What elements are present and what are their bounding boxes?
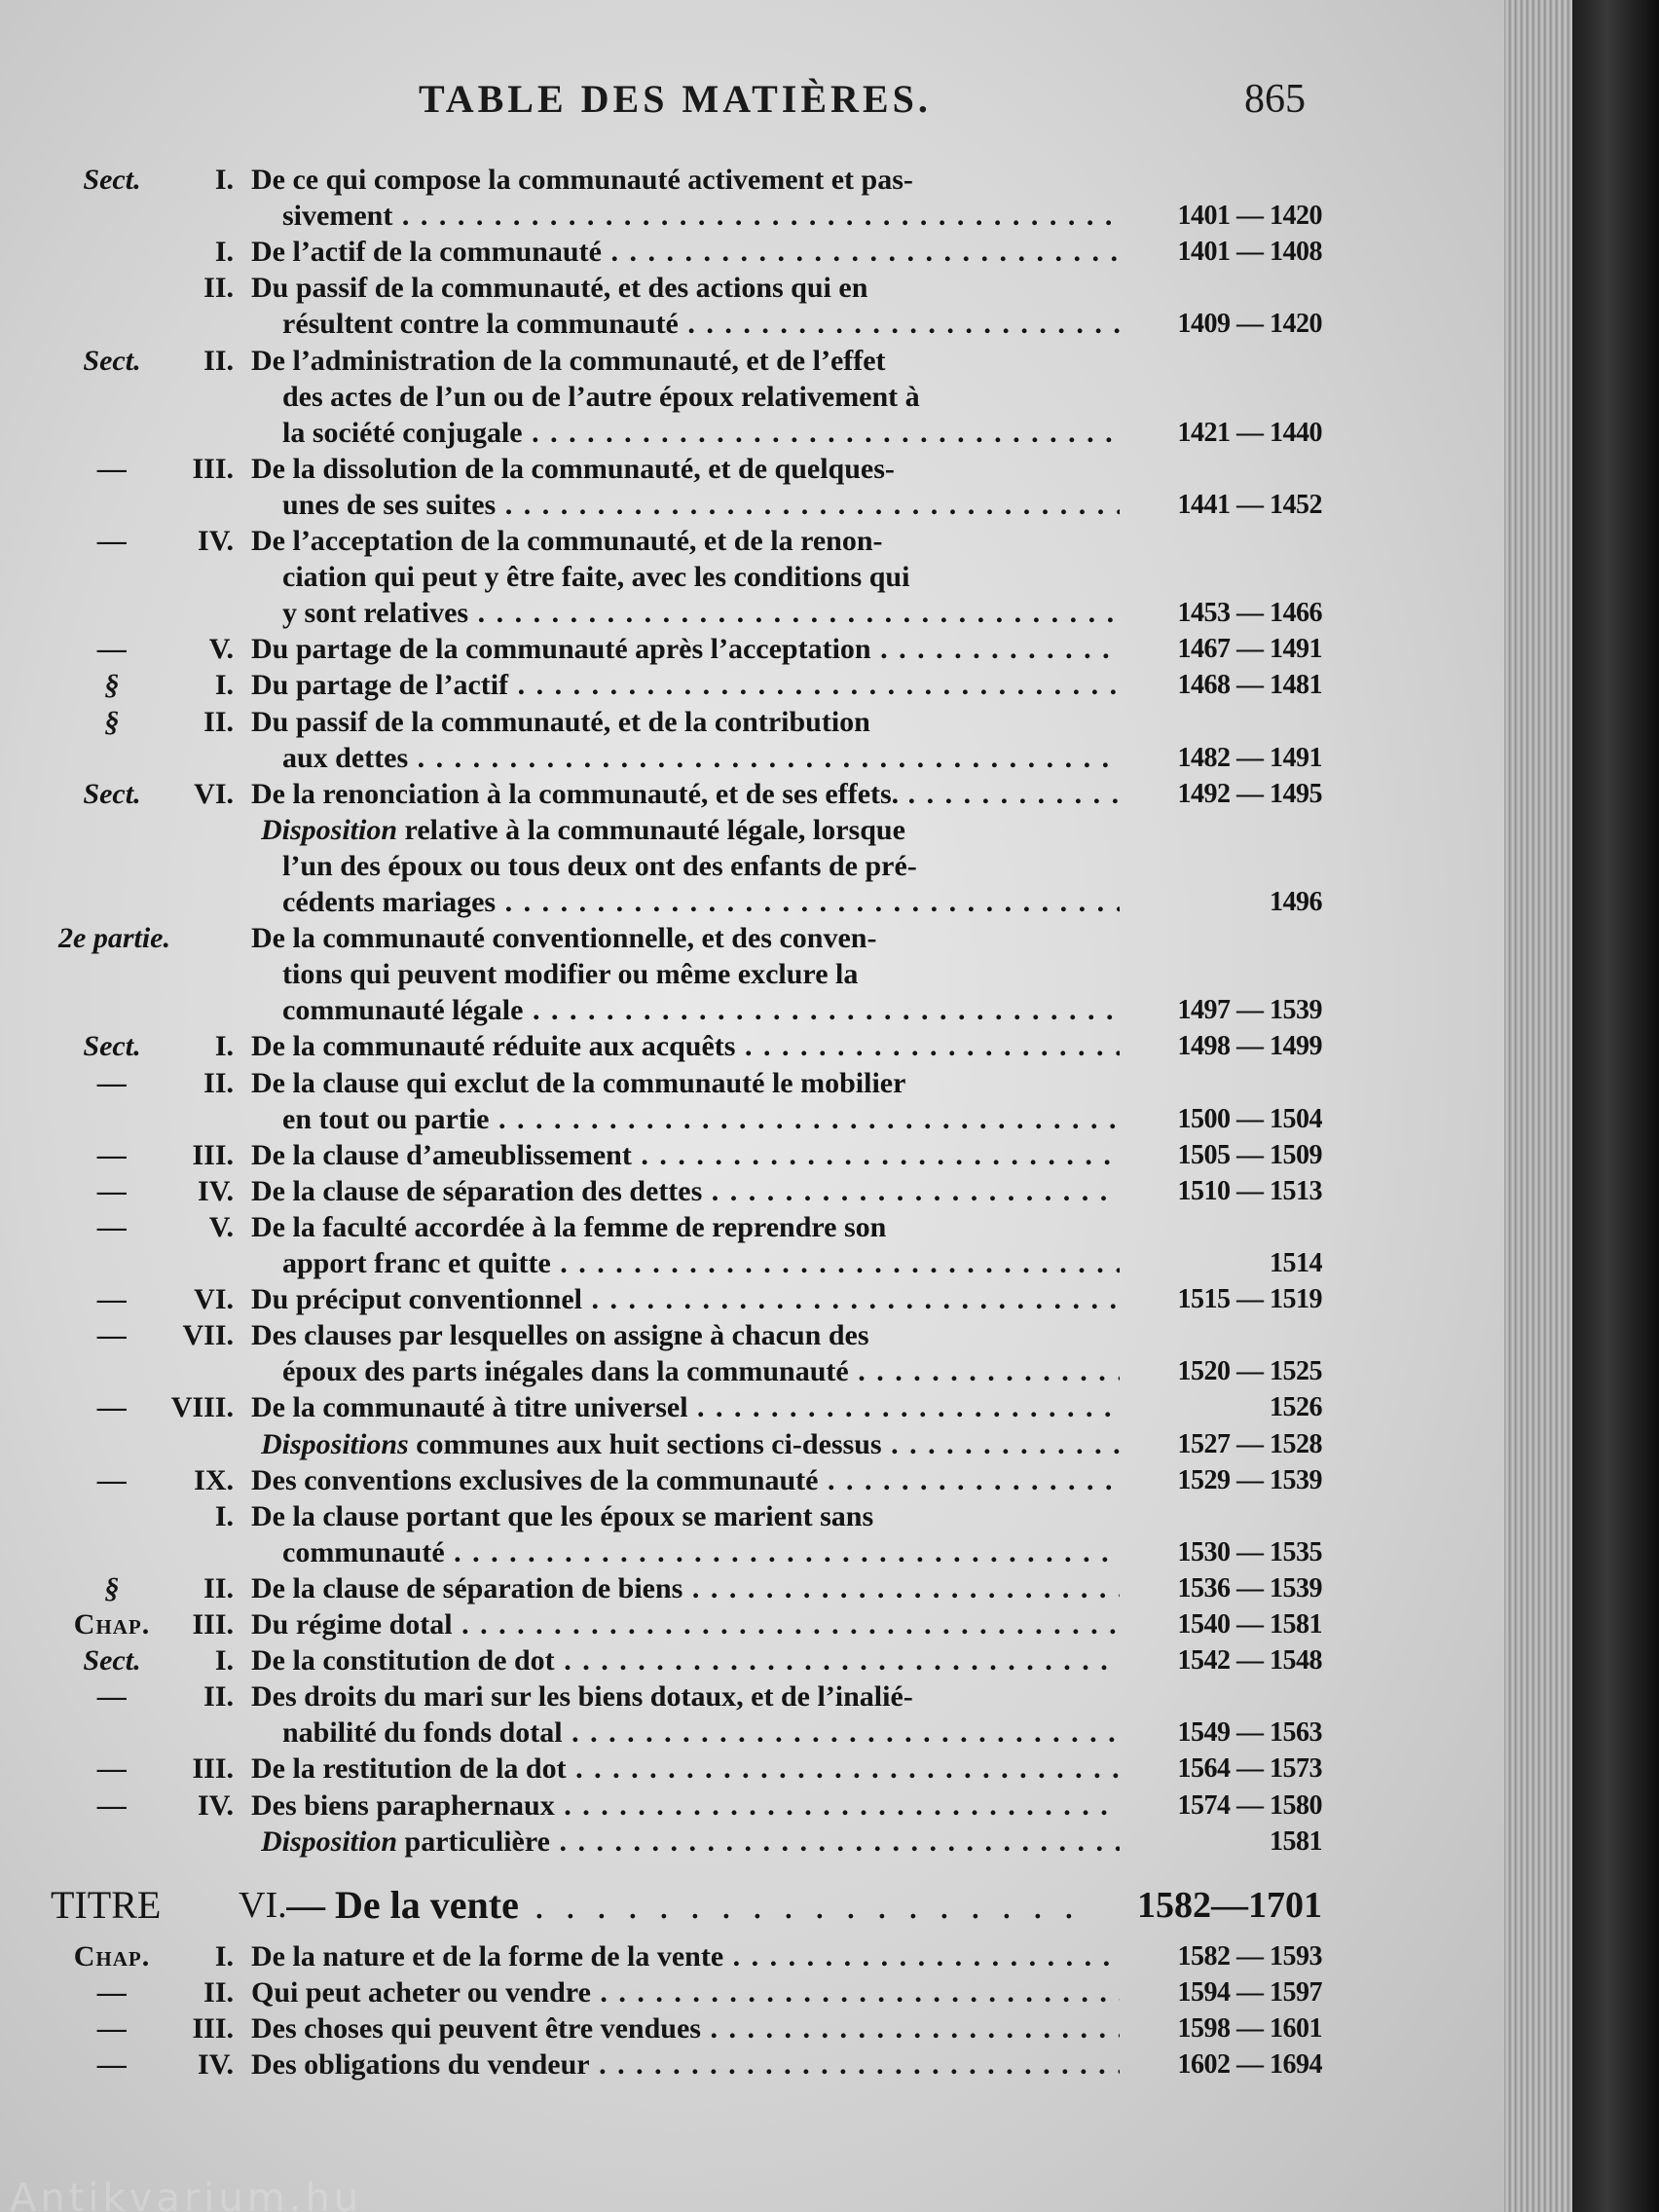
toc-tag: — xyxy=(97,1174,127,1207)
toc-tag: 2e partie. xyxy=(58,922,170,955)
toc-text xyxy=(251,667,1120,703)
toc-line xyxy=(0,1642,1504,1678)
toc-line xyxy=(0,1426,1504,1462)
toc-pages: 1515 — 1519 xyxy=(1177,1284,1322,1315)
toc-text xyxy=(282,1245,1120,1281)
toc-text xyxy=(251,162,1127,198)
toc-text xyxy=(282,956,1159,992)
toc-text-body: époux des parts inégales dans la communauté xyxy=(282,1355,849,1388)
toc-numeral: I. xyxy=(214,164,234,196)
titre-heading xyxy=(0,1881,1504,1930)
toc-line xyxy=(0,1498,1504,1534)
toc-numeral: VIII. xyxy=(170,1391,234,1424)
toc-pages: 1529 — 1539 xyxy=(1177,1464,1322,1495)
toc-tag: — xyxy=(97,452,127,485)
toc-line xyxy=(0,1534,1504,1570)
toc-numeral: II. xyxy=(203,272,234,305)
toc-line xyxy=(0,306,1504,342)
page-edge xyxy=(1504,0,1572,2212)
toc-pages: 1500 — 1504 xyxy=(1177,1103,1322,1134)
toc-tag: — xyxy=(97,525,127,557)
toc-text-body: De la communauté réduite aux acquêts xyxy=(251,1030,736,1063)
toc-tag: — xyxy=(97,1283,127,1316)
toc-line xyxy=(0,379,1504,415)
toc-numeral: III. xyxy=(192,1138,234,1171)
toc-numeral: III. xyxy=(192,452,234,485)
toc-text-body: Des clauses par lesquelles on assigne à chacun des xyxy=(251,1319,869,1352)
toc-text xyxy=(251,1065,1127,1101)
toc-line xyxy=(0,2046,1504,2083)
toc-text-body: De la faculté accordée à la femme de reprendre son xyxy=(251,1210,887,1243)
toc-line xyxy=(0,1938,1504,1974)
toc-line xyxy=(0,523,1504,559)
toc-line xyxy=(0,1353,1504,1389)
toc-text xyxy=(282,740,1120,776)
toc-numeral: I. xyxy=(214,1499,234,1532)
toc-line xyxy=(0,270,1504,306)
toc-pages: 1482 — 1491 xyxy=(1177,742,1322,773)
toc-text xyxy=(251,1389,1120,1425)
toc-pages: 1549 — 1563 xyxy=(1177,1717,1322,1749)
toc-numeral: VII. xyxy=(182,1319,234,1352)
toc-pages: 1564 — 1573 xyxy=(1177,1753,1322,1785)
toc-line xyxy=(0,559,1504,595)
toc-text xyxy=(282,306,1120,342)
toc-text xyxy=(251,1173,1120,1209)
toc-line xyxy=(0,992,1504,1028)
toc-numeral: IV. xyxy=(198,1788,234,1822)
toc-text xyxy=(282,487,1120,523)
toc-text xyxy=(251,1974,1120,2010)
toc-pages: 1602 — 1694 xyxy=(1177,2049,1322,2080)
toc-numeral: II. xyxy=(203,1066,234,1099)
toc-text-body: De la clause de séparation de biens xyxy=(251,1571,683,1604)
toc-text xyxy=(251,1137,1120,1173)
toc-numeral: II. xyxy=(203,1571,234,1604)
toc-text-body: communauté légale xyxy=(282,994,524,1027)
toc-text xyxy=(251,343,1127,379)
toc-text xyxy=(251,1642,1120,1678)
watermark: Antikvarium.hu xyxy=(10,2176,363,2212)
toc-tag: Chap. xyxy=(73,1608,151,1641)
toc-text-body: ciation qui peut y être faite, avec les conditions qui xyxy=(282,561,910,594)
toc-pages: 1498 — 1499 xyxy=(1177,1031,1322,1062)
toc-text xyxy=(251,1498,1127,1534)
toc-text xyxy=(251,1678,1127,1714)
toc-tag: Sect. xyxy=(83,777,141,810)
toc-text xyxy=(251,2010,1120,2046)
toc-tag: — xyxy=(97,1976,127,2009)
toc-pages: 1409 — 1420 xyxy=(1177,309,1322,340)
toc-numeral: IX. xyxy=(194,1463,234,1496)
titre-label: TITRE xyxy=(51,1883,162,1927)
toc-tag: — xyxy=(97,1066,127,1099)
toc-text xyxy=(251,1281,1120,1317)
toc-pages: 1401 — 1420 xyxy=(1177,201,1322,232)
toc-line xyxy=(0,812,1504,848)
toc-text-body: Des choses qui peuvent être vendues xyxy=(251,2012,701,2045)
toc-line xyxy=(0,1714,1504,1751)
toc-numeral: I. xyxy=(214,669,234,702)
toc-line xyxy=(0,1028,1504,1064)
toc-pages: 1581 xyxy=(1270,1825,1322,1857)
toc-pages: 1536 — 1539 xyxy=(1177,1572,1322,1604)
toc-pages: 1401 — 1408 xyxy=(1177,237,1322,268)
toc-line xyxy=(0,1101,1504,1137)
toc-pages: 1505 — 1509 xyxy=(1177,1139,1322,1170)
toc-tag: § xyxy=(104,1571,120,1604)
toc-line xyxy=(0,1173,1504,1209)
toc-text-body: De l’acceptation de la communauté, et de la renon- xyxy=(251,525,883,557)
toc-pages: 1542 — 1548 xyxy=(1177,1645,1322,1677)
toc-text-body: communes aux huit sections ci-dessus xyxy=(408,1427,882,1460)
toc-text xyxy=(282,1353,1120,1389)
toc-line xyxy=(0,595,1504,631)
toc-pages: 1598 — 1601 xyxy=(1177,2013,1322,2044)
toc-pages: 1496 xyxy=(1270,887,1322,917)
toc-text-body: De la restitution de la dot xyxy=(251,1752,567,1786)
toc-text-body: De la constitution de dot xyxy=(251,1644,555,1677)
toc-tag: — xyxy=(97,2048,127,2081)
toc-line xyxy=(0,162,1504,198)
toc-line xyxy=(0,198,1504,234)
toc-numeral: VI. xyxy=(194,1283,234,1316)
titre-pages: 1582—1701 xyxy=(1137,1885,1322,1926)
toc-text-body: l’un des époux ou tous deux ont des enfants de pré- xyxy=(282,849,917,882)
toc-pages: 1594 — 1597 xyxy=(1177,1977,1322,2008)
toc-pages: 1526 xyxy=(1270,1392,1322,1423)
toc-text-body: Des obligations du vendeur xyxy=(251,2048,590,2081)
toc-tag: § xyxy=(104,705,120,738)
toc-text-body: De la clause portant que les époux se marient sans xyxy=(251,1499,874,1532)
toc-line xyxy=(0,343,1504,379)
running-title: TABLE DES MATIÈRES. xyxy=(419,77,932,121)
toc-text-body: Du partage de l’actif xyxy=(251,669,509,702)
toc-text-body: Du passif de la communauté, et de la contribution xyxy=(251,705,870,738)
toc-line xyxy=(0,920,1504,956)
toc-text xyxy=(251,776,1120,812)
toc-text xyxy=(251,270,1127,306)
toc-italic-lead: Disposition xyxy=(261,813,398,846)
toc-pages: 1421 — 1440 xyxy=(1177,417,1322,448)
book-cover-edge xyxy=(1572,0,1659,2212)
toc-tag: — xyxy=(97,633,127,666)
toc-line xyxy=(0,1317,1504,1353)
toc-line xyxy=(0,451,1504,487)
toc-text xyxy=(282,848,1159,884)
toc-tag: — xyxy=(97,1210,127,1243)
toc-tag: — xyxy=(97,1463,127,1496)
toc-numeral: III. xyxy=(192,1608,234,1641)
toc-line xyxy=(0,1974,1504,2010)
toc-text-body: De la clause d’ameublissement xyxy=(251,1138,632,1171)
toc-pages: 1514 xyxy=(1270,1248,1322,1278)
toc-text-body: aux dettes xyxy=(282,741,409,774)
toc-numeral: I. xyxy=(214,236,234,269)
toc-text-body: unes de ses suites xyxy=(282,488,497,521)
toc-tag: Sect. xyxy=(83,164,141,196)
toc-line xyxy=(0,776,1504,812)
toc-text-body: la société conjugale xyxy=(282,416,523,449)
toc-text-body: De l’administration de la communauté, et de l’effet xyxy=(251,344,886,377)
toc-tag: Chap. xyxy=(73,1940,151,1972)
toc-text xyxy=(251,1028,1120,1064)
toc-text xyxy=(282,379,1159,415)
toc-line xyxy=(0,1751,1504,1787)
toc-pages: 1492 — 1495 xyxy=(1177,778,1322,809)
toc-text-body: apport franc et quitte xyxy=(282,1247,551,1279)
toc-text-body: Du régime dotal xyxy=(251,1608,453,1641)
toc-text-body: Des droits du mari sur les biens dotaux, et de l’inalié- xyxy=(251,1680,913,1714)
toc-line xyxy=(0,487,1504,523)
toc-tag: — xyxy=(97,2012,127,2045)
toc-numeral: V. xyxy=(208,633,234,666)
toc-tag: — xyxy=(97,1138,127,1171)
toc-line xyxy=(0,1462,1504,1498)
toc-line xyxy=(0,667,1504,703)
toc-text xyxy=(251,704,1127,740)
toc-text xyxy=(251,2046,1120,2083)
toc-line xyxy=(0,1606,1504,1642)
toc-text xyxy=(251,631,1120,667)
toc-line xyxy=(0,704,1504,740)
toc-text-body: sivement xyxy=(282,200,393,233)
toc-numeral: III. xyxy=(192,1752,234,1786)
toc-numeral: I. xyxy=(214,1940,234,1972)
toc-text-body: Du passif de la communauté, et des actions qui en xyxy=(251,272,868,305)
toc-pages: 1441 — 1452 xyxy=(1177,489,1322,520)
toc-text-body: De la communauté conventionnelle, et des conven- xyxy=(251,922,877,955)
toc-text xyxy=(251,523,1127,559)
toc-text-body: De la clause de séparation des dettes xyxy=(251,1174,703,1207)
toc-italic-lead: Disposition xyxy=(261,1825,398,1858)
toc-text-body: tions qui peuvent modifier ou même exclure la xyxy=(282,958,859,991)
toc-pages: 1497 — 1539 xyxy=(1177,995,1322,1026)
toc-line xyxy=(0,1245,1504,1281)
toc-text-body: Qui peut acheter ou vendre xyxy=(251,1976,591,2009)
page-header xyxy=(0,76,1504,134)
toc-numeral: II. xyxy=(203,1680,234,1714)
toc-pages: 1530 — 1535 xyxy=(1177,1536,1322,1567)
toc-line xyxy=(0,631,1504,667)
toc-text xyxy=(282,884,1120,920)
toc-tag: — xyxy=(97,1319,127,1352)
toc-text xyxy=(251,920,1127,956)
toc-line xyxy=(0,415,1504,451)
toc-line xyxy=(0,2010,1504,2046)
toc-text xyxy=(251,1462,1120,1498)
toc-text xyxy=(282,1714,1120,1751)
toc-text-body: communauté xyxy=(282,1535,445,1568)
toc-line xyxy=(0,884,1504,920)
toc-line xyxy=(0,1788,1504,1824)
toc-text xyxy=(251,1317,1127,1353)
titre-text: — De la vente . . . xyxy=(286,1881,1094,1930)
toc-text xyxy=(282,559,1159,595)
toc-text-body: De l’actif de la communauté xyxy=(251,236,602,269)
toc-text-body: Des conventions exclusives de la communauté xyxy=(251,1463,819,1496)
toc-line xyxy=(0,1570,1504,1606)
toc-line xyxy=(0,234,1504,270)
toc-tag: — xyxy=(97,1788,127,1822)
toc-tag: Sect. xyxy=(83,1030,141,1063)
toc-line xyxy=(0,848,1504,884)
titre-number: VI. xyxy=(239,1885,287,1926)
toc-text xyxy=(251,234,1120,270)
toc-text-body: De la dissolution de la communauté, et de quelques- xyxy=(251,452,895,485)
toc-text xyxy=(282,992,1120,1028)
toc-pages: 1510 — 1513 xyxy=(1177,1175,1322,1206)
toc-numeral: VI. xyxy=(194,777,234,810)
toc-text xyxy=(261,812,1137,848)
toc-numeral: II. xyxy=(203,705,234,738)
toc-text-body: Des biens paraphernaux xyxy=(251,1788,555,1822)
toc-text-body: y sont relatives xyxy=(282,597,469,630)
toc-line xyxy=(0,1209,1504,1245)
toc-text xyxy=(251,1570,1120,1606)
toc-numeral: I. xyxy=(214,1030,234,1063)
toc-numeral: IV. xyxy=(198,525,234,557)
toc-text-body: particulière xyxy=(397,1825,550,1858)
toc-text-body: des actes de l’un ou de l’autre époux relativement à xyxy=(282,380,920,413)
toc-numeral: IV. xyxy=(198,1174,234,1207)
toc-pages: 1527 — 1528 xyxy=(1177,1428,1322,1459)
toc-text xyxy=(282,198,1120,234)
toc-text-body: résultent contre la communauté xyxy=(282,308,679,341)
toc-text xyxy=(282,1101,1120,1137)
toc-line xyxy=(0,1065,1504,1101)
toc-text xyxy=(261,1426,1120,1462)
toc-pages: 1582 — 1593 xyxy=(1177,1941,1322,1972)
toc-line xyxy=(0,740,1504,776)
toc-tag: § xyxy=(104,669,120,702)
toc-numeral: II. xyxy=(203,344,234,377)
toc-text-body: De la nature et de la forme de la vente xyxy=(251,1940,724,1972)
toc-tag: — xyxy=(97,1680,127,1714)
toc-text xyxy=(251,1788,1120,1824)
toc-tag: Sect. xyxy=(83,344,141,377)
page-number: 865 xyxy=(1244,77,1306,122)
toc-text xyxy=(251,1606,1120,1642)
toc-numeral: V. xyxy=(208,1210,234,1243)
toc-text-body: De la communauté à titre universel xyxy=(251,1391,688,1424)
toc-tag: — xyxy=(97,1752,127,1786)
toc-text-body: Du partage de la communauté après l’acceptation xyxy=(251,633,871,666)
toc-text-body: Du préciput conventionnel xyxy=(251,1283,583,1316)
toc-pages: 1453 — 1466 xyxy=(1177,598,1322,629)
toc-text-body: en tout ou partie xyxy=(282,1102,490,1135)
toc-text-body: cédents mariages xyxy=(282,886,497,918)
toc-numeral: III. xyxy=(192,2012,234,2045)
toc-text-body: relative à la communauté légale, lorsque xyxy=(397,813,905,846)
toc-italic-lead: Dispositions xyxy=(261,1427,409,1460)
toc-pages: 1574 — 1580 xyxy=(1177,1789,1322,1821)
toc-line xyxy=(0,1824,1504,1860)
toc-line xyxy=(0,1137,1504,1173)
toc-text-body: De la renonciation à la communauté, et de ses effets. xyxy=(251,777,900,810)
toc-text xyxy=(251,451,1127,487)
toc-pages: 1520 — 1525 xyxy=(1177,1356,1322,1387)
toc-text xyxy=(251,1938,1120,1974)
toc-text xyxy=(282,595,1120,631)
toc-tag: — xyxy=(97,1391,127,1424)
toc-pages: 1467 — 1491 xyxy=(1177,634,1322,665)
toc-numeral: I. xyxy=(214,1644,234,1677)
toc-text xyxy=(261,1824,1120,1860)
toc-numeral: II. xyxy=(203,1976,234,2009)
toc-pages: 1468 — 1481 xyxy=(1177,670,1322,701)
toc-line xyxy=(0,1281,1504,1317)
toc-line xyxy=(0,1678,1504,1714)
toc-text-body: De la clause qui exclut de la communauté le mobilier xyxy=(251,1066,906,1099)
toc-text xyxy=(251,1751,1120,1787)
toc-pages: 1540 — 1581 xyxy=(1177,1609,1322,1640)
toc-text xyxy=(282,1534,1120,1570)
toc-text-body: De ce qui compose la communauté activement et pas- xyxy=(251,164,913,196)
toc-line xyxy=(0,956,1504,992)
toc-numeral: IV. xyxy=(198,2048,234,2081)
toc-line xyxy=(0,1389,1504,1425)
toc-tag: Sect. xyxy=(83,1644,141,1677)
toc-text-body: nabilité du fonds dotal xyxy=(282,1716,563,1750)
toc-text xyxy=(251,1209,1127,1245)
toc-text xyxy=(282,415,1120,451)
